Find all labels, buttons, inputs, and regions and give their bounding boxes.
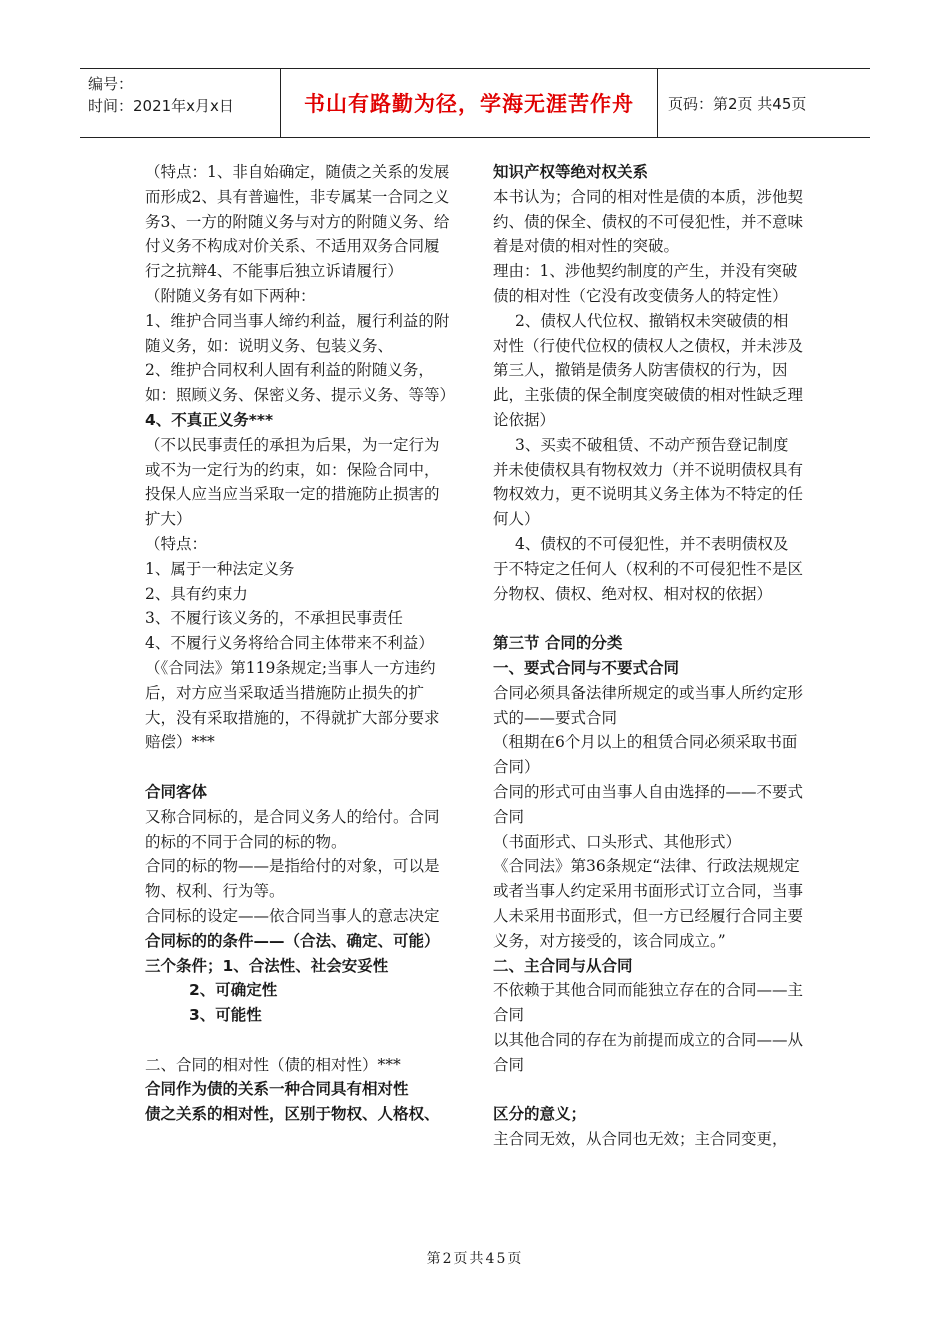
paragraph: 本书认为；合同的相对性是债的本质，涉他契约、债的保全、债权的不可侵犯性，并不意味着是对债的相对性的突破。 xyxy=(493,187,804,256)
section-heading: 二、主合同与从合同 xyxy=(493,956,633,975)
paragraph: 4、债权的不可侵犯性，并不表明债权及于不特定之任何人（权利的不可侵犯性不是区分物权、债权、绝对权、相对权的依据） xyxy=(493,534,804,603)
paragraph: 合同标的设定——依合同当事人的意志决定 xyxy=(145,906,440,925)
section-heading: 区分的意义； xyxy=(493,1105,587,1124)
paragraph: 理由：1、涉他契约制度的产生，并没有突破债的相对性（它没有改变债务人的特定性） xyxy=(493,262,798,305)
paragraph: 4、不履行义务将给合同主体带来不利益） xyxy=(145,634,434,653)
section-heading: 4、不真正义务*** xyxy=(145,410,274,429)
left-column xyxy=(145,160,456,1127)
paragraph: 1、属于一种法定义务 xyxy=(145,559,295,578)
paragraph: 1、维护合同当事人缔约利益，履行利益的附随义务，如：说明义务、包装义务、 xyxy=(145,311,450,355)
section-heading: 二、合同的相对性（债的相对性）*** xyxy=(145,1055,401,1074)
paragraph: （特点： xyxy=(145,534,208,553)
paragraph: 3、买卖不破租赁、不动产预告登记制度并未使债权具有物权效力（并不说明债权具有物权效力，更不说明其义务主体为不特定的任何人） xyxy=(493,435,804,529)
header-motto: 书山有路勤为径，学海无涯苦作舟 xyxy=(280,69,658,137)
section-heading: 一、要式合同与不要式合同 xyxy=(493,658,680,677)
paragraph: 知识产权等绝对权关系 xyxy=(493,163,649,181)
paragraph: （特点：1、非自始确定，随债之关系的发展而形成2、具有普遍性，非专属某一合同之义务3、一方的附随义务与对方的附随义务、给付义务不构成对价关系、不适用双务合同履行之抗辩4、不能事后独立诉请履行） xyxy=(145,163,450,281)
paragraph: 合同作为债的关系一种合同具有相对性 xyxy=(145,1080,409,1099)
paragraph: 又称合同标的，是合同义务人的给付。合同的标的不同于合同的标的物。 xyxy=(145,807,440,851)
paragraph: 债之关系的相对性，区别于物权、人格权、 xyxy=(145,1105,440,1124)
spacer xyxy=(493,606,803,631)
list-item: 3、可能性 xyxy=(189,1006,262,1025)
section-heading: 合同客体 xyxy=(145,782,208,801)
page-footer: 第2页共45页 xyxy=(426,1251,524,1267)
paragraph: 3、不履行该义务的，不承担民事责任 xyxy=(145,609,403,628)
spacer xyxy=(493,1077,803,1102)
paragraph: 合同必须具备法律所规定的或当事人所约定形式的——要式合同 xyxy=(493,683,804,727)
header-info xyxy=(80,69,280,137)
paragraph: （不以民事责任的承担为后果，为一定行为或不为一定行为的约束，如：保险合同中，投保人应当应当采取一定的措施防止损害的扩大） xyxy=(145,435,440,529)
paragraph: 合同的标的物——是指给付的对象，可以是物、权利、行为等。 xyxy=(145,857,440,901)
right-column xyxy=(493,160,803,1152)
paragraph: （《合同法》第119条规定;当事人一方违约后，对方应当采取适当措施防止损失的扩大，没有采取措施的，不得就扩大部分要求赔偿）*** xyxy=(145,658,440,752)
number-label: 编号： xyxy=(88,75,134,93)
list-item: 2、可确定性 xyxy=(189,981,278,1000)
paragraph: 主合同无效，从合同也无效；主合同变更， xyxy=(493,1130,788,1149)
paragraph: 《合同法》第36条规定“法律、行政法规规定或者当事人约定采用书面形式订立合同，当事人未采用书面形式，但一方已经履行合同主要义务，对方接受的，该合同成立。” xyxy=(493,857,804,950)
page-header xyxy=(80,68,870,138)
header-page-label: 页码：第2页 共45页 xyxy=(668,94,807,113)
spacer xyxy=(145,755,451,780)
paragraph: 2、维护合同权利人固有利益的附随义务，如：照顾义务、保密义务、提示义务、等等） xyxy=(145,361,456,405)
paragraph: 以其他合同的存在为前提而成立的合同——从合同 xyxy=(493,1030,804,1074)
paragraph: 合同的形式可由当事人自由选择的——不要式合同 xyxy=(493,782,804,826)
paragraph: 三个条件；1、合法性、社会安妥性 xyxy=(145,956,389,975)
paragraph: 2、具有约束力 xyxy=(145,584,248,603)
paragraph: （书面形式、口头形式、其他形式） xyxy=(493,832,742,851)
spacer xyxy=(145,1028,451,1053)
paragraph: （租期在6个月以上的租赁合同必须采取书面合同） xyxy=(493,733,798,777)
paragraph: （附随义务有如下两种： xyxy=(145,286,316,305)
paragraph: 不依赖于其他合同而能独立存在的合同——主合同 xyxy=(493,981,804,1025)
section-heading: 第三节 合同的分类 xyxy=(493,634,623,653)
paragraph: 合同标的的条件——（合法、确定、可能） xyxy=(145,931,440,950)
paragraph: 2、债权人代位权、撤销权未突破债的相对性（行使代位权的债权人之债权，并未涉及第三人，撤销是债务人防害债权的行为，因此，主张债的保全制度突破债的相对性缺乏理论依据） xyxy=(493,311,804,429)
time-label: 时间：2021年x月x日 xyxy=(88,97,234,115)
